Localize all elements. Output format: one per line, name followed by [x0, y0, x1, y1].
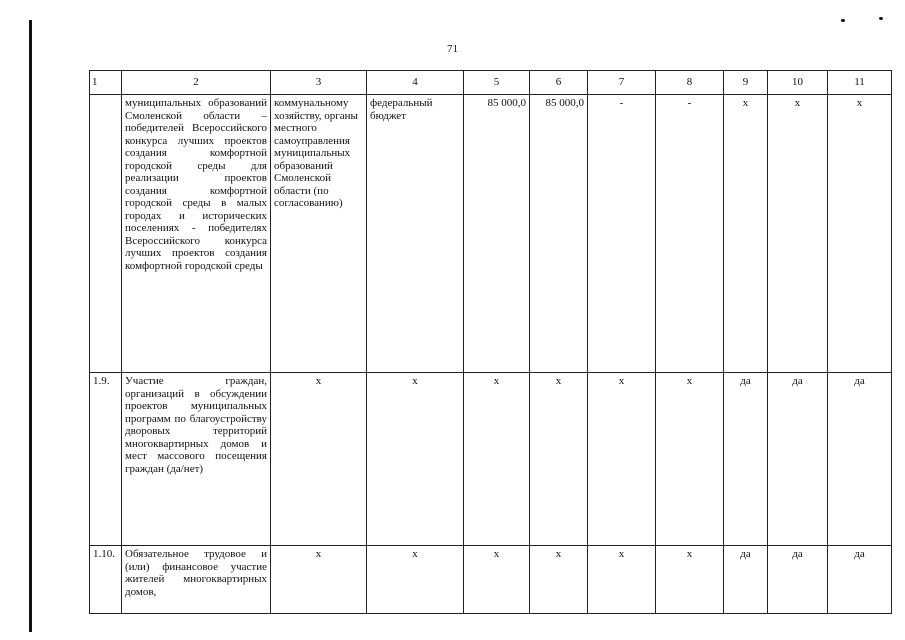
scan-speck	[879, 17, 883, 20]
funding-source: х	[367, 373, 464, 546]
amount-cell: х	[530, 373, 588, 546]
amount-cell: х	[464, 373, 530, 546]
binding-line	[29, 20, 32, 632]
measure-description: муниципальных образований Смоленской области – победителей Всероссийского конкурса лучших проектов создания комфортной городской среды для реализации проектов создания комфортной городской среды в малых городах и исторических поселениях - победителях Всероссийского конкурса лучших проектов создания комфортной городской среды	[122, 95, 271, 373]
value-cell: да	[828, 546, 892, 614]
amount-cell: -	[588, 95, 656, 373]
funding-source: федеральный бюджет	[367, 95, 464, 373]
header-cell: 6	[530, 71, 588, 95]
header-cell: 8	[656, 71, 724, 95]
header-cell: 9	[724, 71, 768, 95]
amount-cell: х	[656, 546, 724, 614]
amount-cell: х	[530, 546, 588, 614]
amount-cell: х	[588, 546, 656, 614]
header-cell: 3	[271, 71, 367, 95]
program-table	[89, 70, 892, 614]
measure-description: Обязательное трудовое и (или) финансовое участие жителей многоквартирных домов,	[122, 546, 271, 614]
value-cell: да	[724, 373, 768, 546]
responsible-executor: х	[271, 546, 367, 614]
funding-source: х	[367, 546, 464, 614]
amount-cell: х	[588, 373, 656, 546]
responsible-executor: х	[271, 373, 367, 546]
value-cell: да	[768, 373, 828, 546]
table-row	[90, 546, 892, 614]
header-cell: 5	[464, 71, 530, 95]
value-cell: да	[724, 546, 768, 614]
amount-cell: -	[656, 95, 724, 373]
value-cell: х	[768, 95, 828, 373]
measure-description: Участие граждан, организаций в обсуждении проектов муниципальных программ по благоустройству дворовых территорий многоквартирных домов и мест массового посещения граждан (да/нет)	[122, 373, 271, 546]
table-row	[90, 373, 892, 546]
table-header-row	[90, 71, 892, 95]
header-cell: 4	[367, 71, 464, 95]
page-number: 71	[447, 43, 458, 55]
row-number: 1.10.	[90, 546, 122, 614]
value-cell: х	[724, 95, 768, 373]
row-number: 1.9.	[90, 373, 122, 546]
value-cell: х	[828, 95, 892, 373]
amount-cell: х	[464, 546, 530, 614]
table-row	[90, 95, 892, 373]
amount-cell: 85 000,0	[530, 95, 588, 373]
header-cell: 2	[122, 71, 271, 95]
amount-cell: х	[656, 373, 724, 546]
header-cell: 1	[90, 71, 122, 95]
row-number	[90, 95, 122, 373]
header-cell: 10	[768, 71, 828, 95]
amount-cell: 85 000,0	[464, 95, 530, 373]
header-cell: 7	[588, 71, 656, 95]
scan-speck	[841, 19, 845, 22]
responsible-executor: коммунальному хозяйству, органы местного самоуправления муниципальных образований Смоленской области (по согласованию)	[271, 95, 367, 373]
value-cell: да	[768, 546, 828, 614]
header-cell: 11	[828, 71, 892, 95]
value-cell: да	[828, 373, 892, 546]
